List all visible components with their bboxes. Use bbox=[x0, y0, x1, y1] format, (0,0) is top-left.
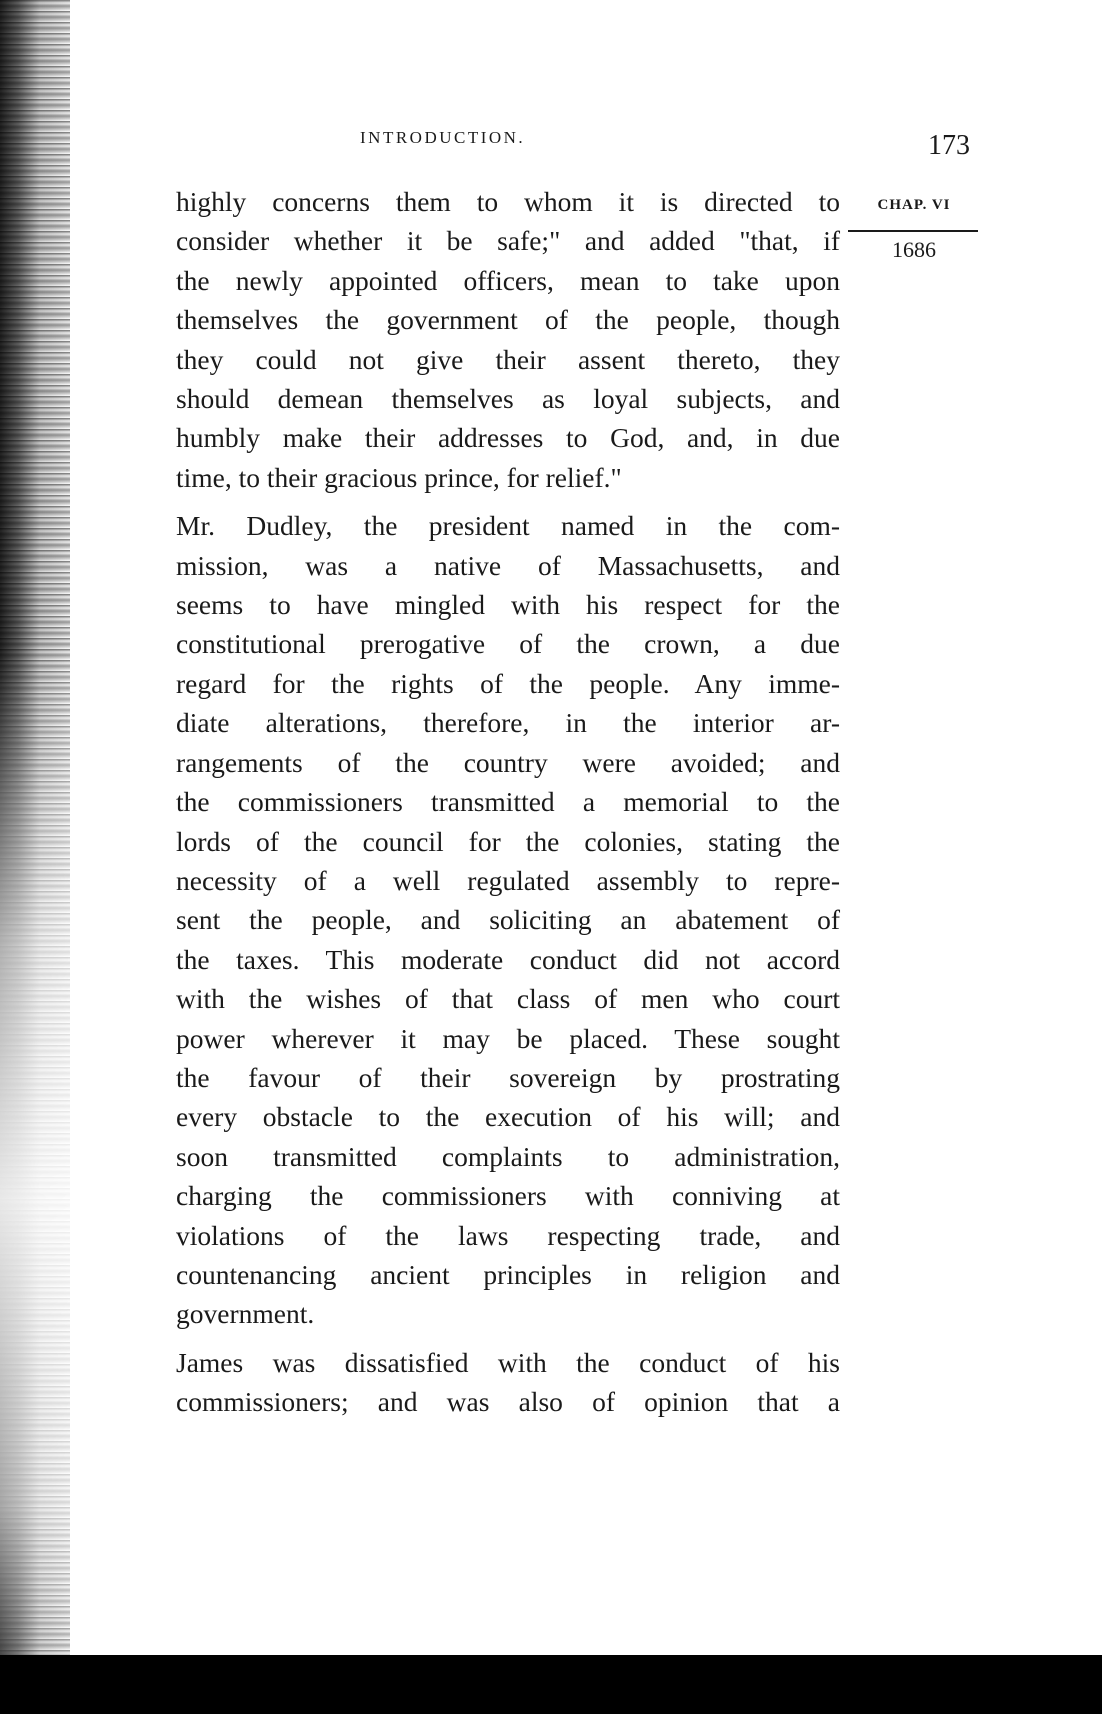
text-line: the favour of their sovereign by prostrating bbox=[176, 1061, 840, 1093]
text-line: power wherever it may be placed. These sought bbox=[176, 1022, 840, 1054]
paragraph bbox=[176, 182, 840, 497]
text-line: commissioners; and was also of opinion that a bbox=[176, 1386, 840, 1418]
text-line: themselves the government of the people, though bbox=[176, 304, 840, 336]
margin-note-year: 1686 bbox=[892, 237, 936, 262]
running-title: INTRODUCTION. bbox=[360, 128, 526, 147]
text-line: James was dissatisfied with the conduct of his bbox=[176, 1346, 840, 1378]
text-line: Mr. Dudley, the president named in the com- bbox=[176, 510, 840, 542]
text-line: lords of the council for the colonies, stating the bbox=[176, 825, 840, 857]
text-line: sent the people, and soliciting an abatement of bbox=[176, 904, 840, 936]
paragraph bbox=[176, 506, 840, 1334]
text-line: with the wishes of that class of men who court bbox=[176, 983, 840, 1015]
binding-shadow bbox=[0, 0, 70, 1714]
text-line: every obstacle to the execution of his will; and bbox=[176, 1101, 840, 1133]
text-line: soon transmitted complaints to administration, bbox=[176, 1140, 840, 1172]
text-line: regard for the rights of the people. Any imme- bbox=[176, 667, 840, 699]
text-line: should demean themselves as loyal subjects, and bbox=[176, 383, 840, 415]
text-line: the commissioners transmitted a memorial to the bbox=[176, 786, 840, 818]
text-line: necessity of a well regulated assembly to repre- bbox=[176, 864, 840, 896]
text-line: the newly appointed officers, mean to take upon bbox=[176, 264, 840, 296]
paragraph bbox=[176, 1343, 840, 1422]
body-text bbox=[176, 182, 840, 1422]
page-number: 173 bbox=[928, 130, 970, 161]
text-line: mission, was a native of Massachusetts, and bbox=[176, 549, 840, 581]
text-line: consider whether it be safe;" and added "that, if bbox=[176, 225, 840, 257]
text-line: rangements of the country were avoided; and bbox=[176, 746, 840, 778]
margin-note-chapter: CHAP. VI bbox=[877, 197, 951, 213]
margin-rule bbox=[848, 230, 978, 232]
text-line: government. bbox=[176, 1298, 315, 1330]
text-line: diate alterations, therefore, in the interior ar- bbox=[176, 707, 840, 739]
text-line: time, to their gracious prince, for relief." bbox=[176, 461, 622, 493]
text-line: constitutional prerogative of the crown, a due bbox=[176, 628, 840, 660]
text-line: seems to have mingled with his respect for the bbox=[176, 589, 840, 621]
text-line: highly concerns them to whom it is directed to bbox=[176, 186, 840, 217]
scan-bottom-edge bbox=[0, 1655, 1102, 1714]
text-line: charging the commissioners with conniving at bbox=[176, 1180, 840, 1212]
text-line: humbly make their addresses to God, and, in due bbox=[176, 422, 840, 454]
text-line: they could not give their assent thereto, they bbox=[176, 343, 840, 375]
text-line: the taxes. This moderate conduct did not accord bbox=[176, 943, 840, 975]
text-line: violations of the laws respecting trade, and bbox=[176, 1219, 840, 1251]
text-line: countenancing ancient principles in religion and bbox=[176, 1258, 840, 1290]
